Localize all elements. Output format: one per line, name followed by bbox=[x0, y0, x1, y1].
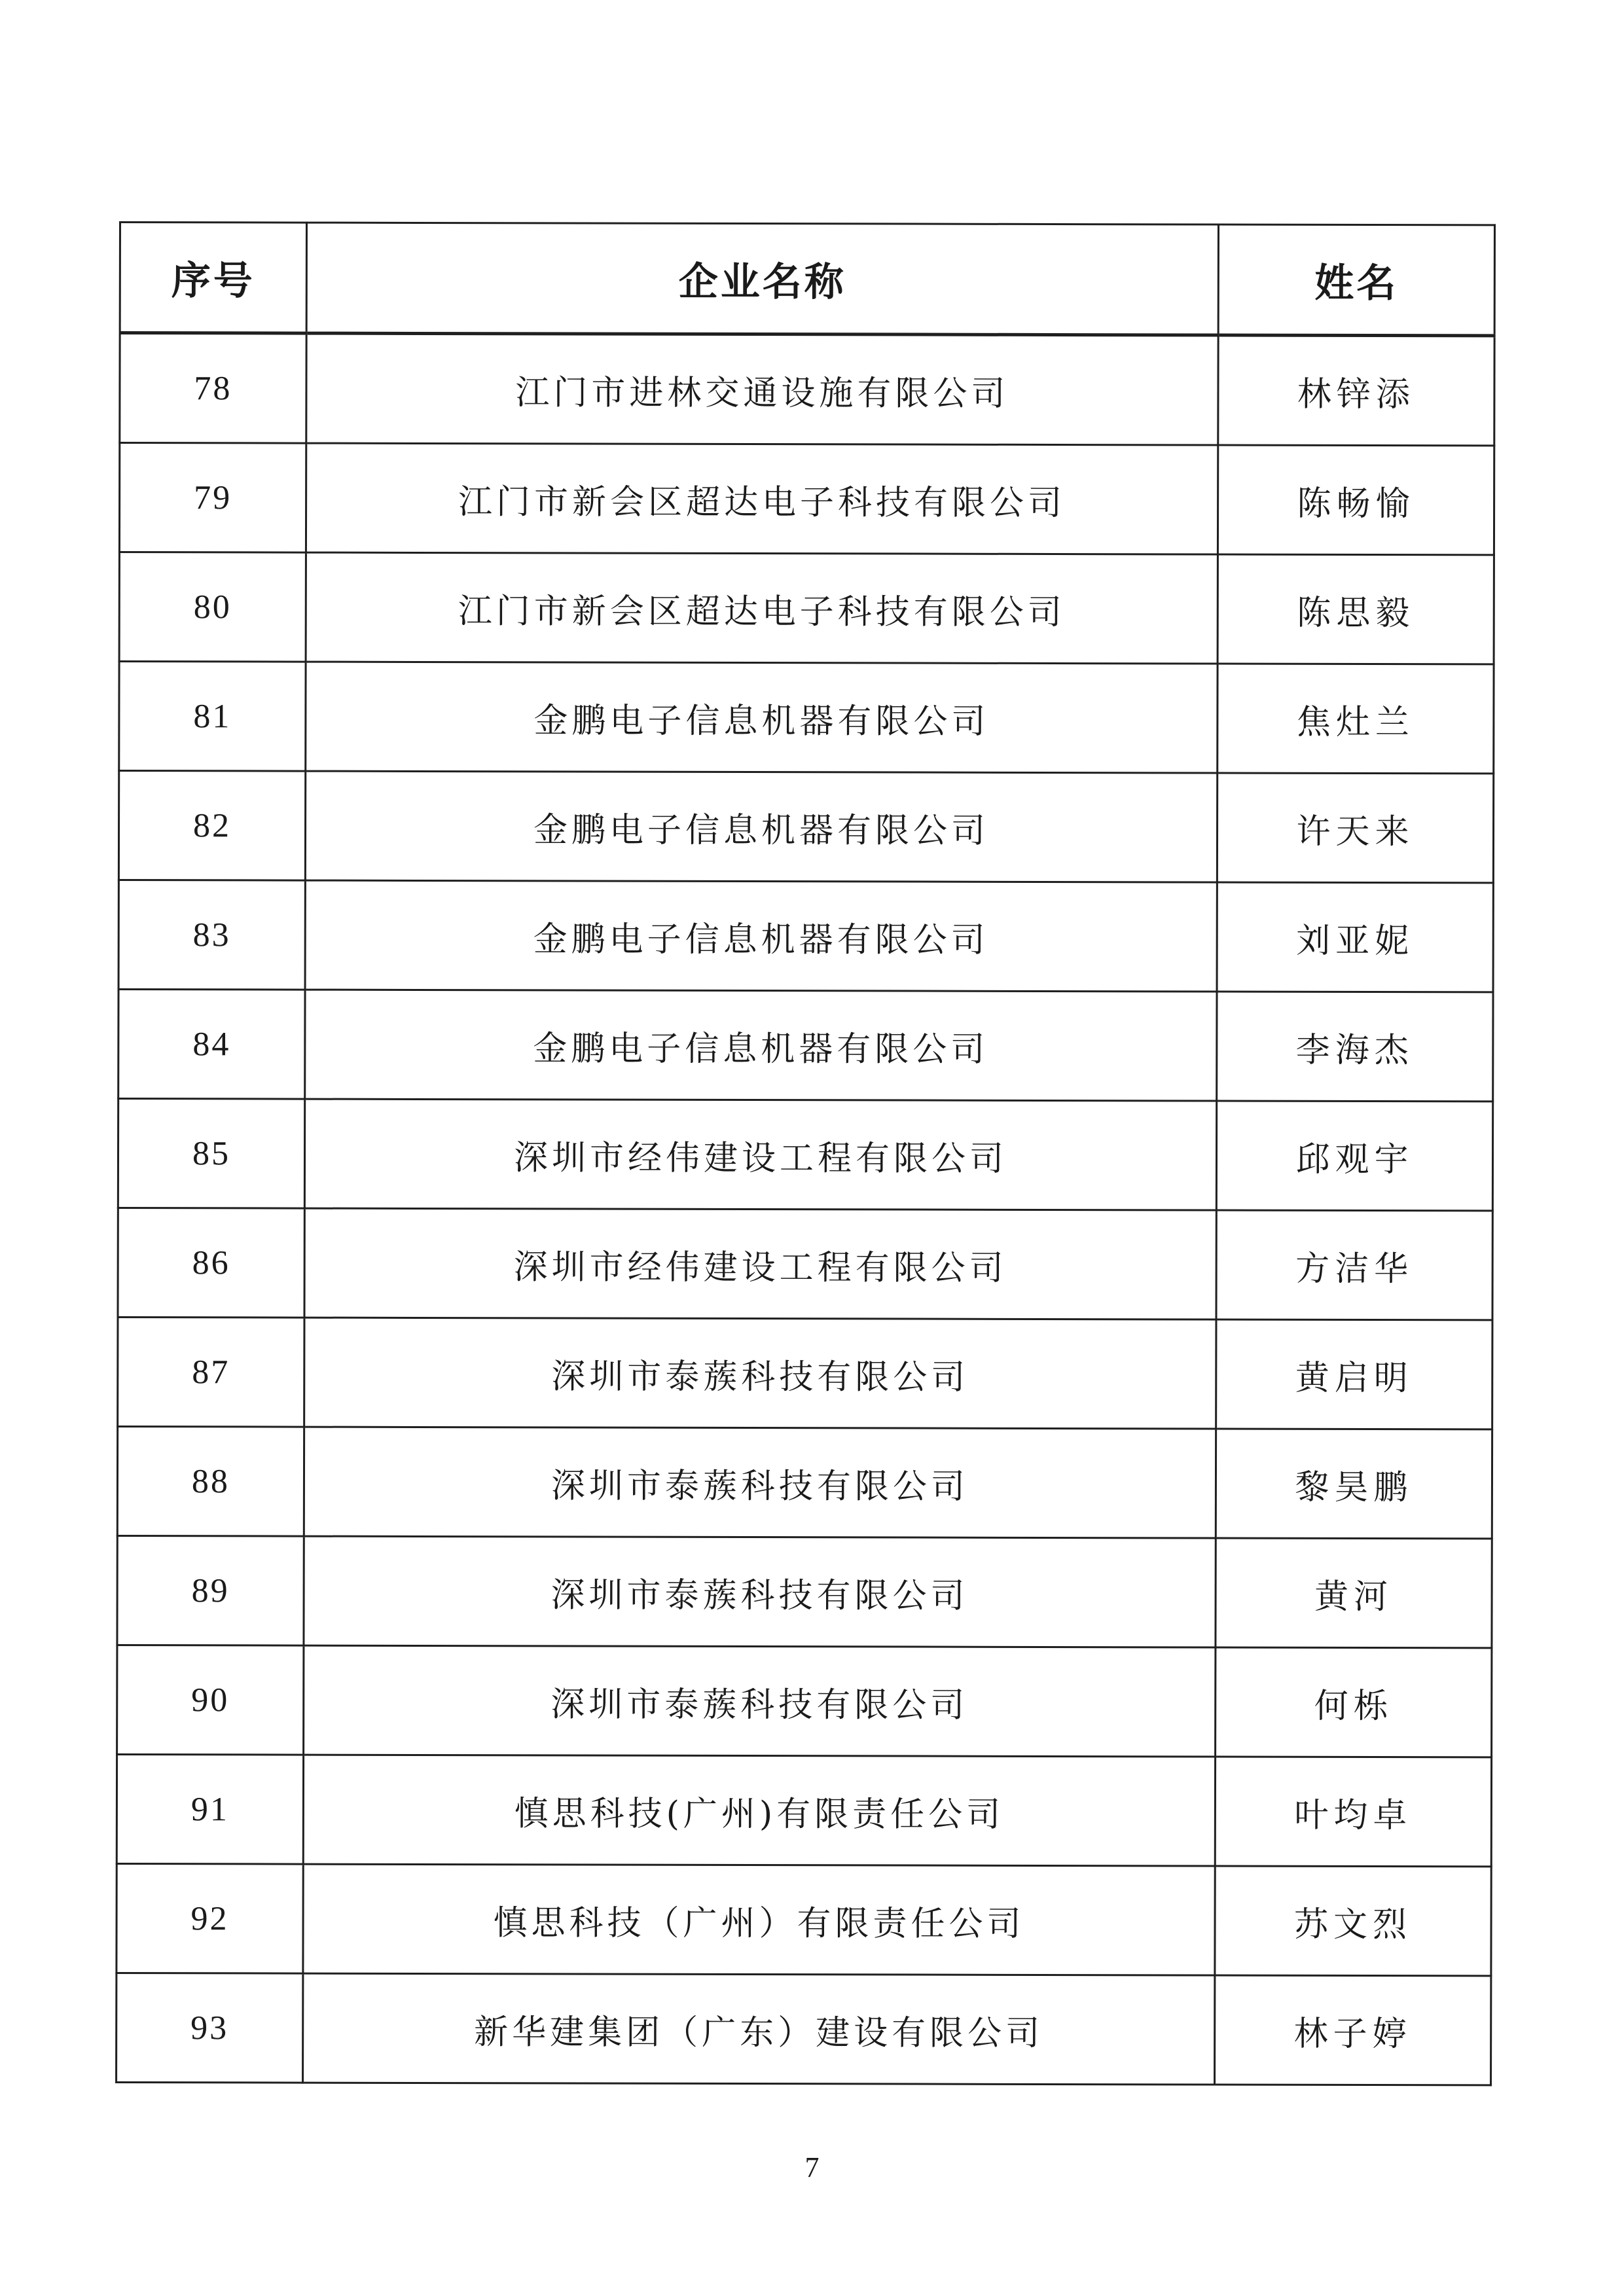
table-row bbox=[119, 552, 1494, 664]
company-name-cell: 慎思科技（广州）有限责任公司 bbox=[303, 1864, 1215, 1975]
table-row bbox=[119, 662, 1494, 774]
serial-number-cell: 89 bbox=[117, 1535, 304, 1645]
table-row bbox=[117, 1754, 1491, 1866]
person-name-cell: 刘亚妮 bbox=[1217, 882, 1493, 992]
person-name-cell: 邱观宇 bbox=[1216, 1101, 1492, 1211]
serial-number-cell: 88 bbox=[117, 1426, 304, 1536]
company-name-cell: 深圳市泰蔟科技有限公司 bbox=[304, 1318, 1216, 1429]
serial-number-cell: 79 bbox=[119, 443, 306, 553]
company-name-cell: 深圳市泰蔟科技有限公司 bbox=[304, 1536, 1216, 1647]
serial-number-cell: 80 bbox=[119, 552, 306, 662]
table-row bbox=[117, 1973, 1491, 2085]
company-name-cell: 金鹏电子信息机器有限公司 bbox=[306, 662, 1218, 773]
person-name-cell: 许天来 bbox=[1217, 773, 1493, 883]
table-row bbox=[119, 443, 1494, 555]
company-name-cell: 新华建集团（广东）建设有限公司 bbox=[303, 1973, 1215, 2085]
table-body bbox=[117, 333, 1495, 2085]
person-name-cell: 苏文烈 bbox=[1215, 1866, 1491, 1976]
company-name-cell: 深圳市经伟建设工程有限公司 bbox=[304, 1099, 1216, 1210]
table-header bbox=[120, 223, 1494, 336]
table-row bbox=[118, 771, 1493, 883]
serial-number-cell: 81 bbox=[119, 662, 306, 772]
person-name-cell: 焦灶兰 bbox=[1218, 664, 1494, 774]
serial-number-cell: 90 bbox=[117, 1645, 304, 1755]
company-name-cell: 慎思科技(广州)有限责任公司 bbox=[303, 1755, 1215, 1866]
person-name-cell: 黄启明 bbox=[1216, 1319, 1492, 1429]
serial-number-cell: 84 bbox=[118, 990, 305, 1100]
table-row bbox=[120, 333, 1494, 446]
serial-number-cell: 83 bbox=[118, 880, 305, 990]
table-row bbox=[117, 1535, 1492, 1647]
page-number: 7 bbox=[804, 2151, 820, 2183]
header-person-name: 姓名 bbox=[1218, 224, 1494, 336]
serial-number-cell: 92 bbox=[117, 1863, 303, 1973]
serial-number-cell: 78 bbox=[120, 333, 306, 444]
table-row bbox=[117, 1426, 1492, 1538]
serial-number-cell: 86 bbox=[118, 1208, 304, 1318]
company-name-cell: 金鹏电子信息机器有限公司 bbox=[305, 990, 1217, 1101]
serial-number-cell: 82 bbox=[118, 771, 305, 881]
company-name-cell: 金鹏电子信息机器有限公司 bbox=[305, 880, 1217, 992]
serial-number-cell: 91 bbox=[117, 1754, 303, 1864]
person-name-cell: 陈思毅 bbox=[1218, 554, 1494, 664]
person-name-cell: 何栎 bbox=[1216, 1647, 1492, 1757]
header-company-name: 企业名称 bbox=[306, 223, 1218, 335]
company-name-cell: 深圳市泰蔟科技有限公司 bbox=[304, 1427, 1216, 1538]
serial-number-cell: 87 bbox=[118, 1317, 304, 1427]
table-row bbox=[118, 1317, 1492, 1429]
company-name-cell: 深圳市泰蔟科技有限公司 bbox=[304, 1645, 1216, 1757]
person-name-cell: 林锌添 bbox=[1218, 335, 1494, 446]
company-name-cell: 深圳市经伟建设工程有限公司 bbox=[304, 1208, 1216, 1319]
company-name-cell: 江门市进林交通设施有限公司 bbox=[306, 333, 1218, 445]
company-name-cell: 金鹏电子信息机器有限公司 bbox=[305, 771, 1217, 882]
person-name-cell: 叶均卓 bbox=[1215, 1757, 1491, 1867]
table-row bbox=[118, 990, 1493, 1102]
company-name-cell: 江门市新会区超达电子科技有限公司 bbox=[306, 443, 1218, 554]
person-name-cell: 李海杰 bbox=[1217, 992, 1493, 1102]
table-row bbox=[118, 1208, 1492, 1319]
person-name-cell: 陈畅愉 bbox=[1218, 445, 1494, 555]
person-name-cell: 方洁华 bbox=[1216, 1210, 1492, 1320]
header-row bbox=[120, 223, 1494, 336]
serial-number-cell: 93 bbox=[117, 1973, 303, 2083]
table-row bbox=[117, 1645, 1492, 1757]
table-row bbox=[118, 880, 1493, 992]
roster-table bbox=[115, 221, 1496, 2086]
person-name-cell: 黎昊鹏 bbox=[1216, 1429, 1492, 1539]
table-row bbox=[117, 1863, 1491, 1975]
person-name-cell: 黄河 bbox=[1216, 1538, 1492, 1648]
company-name-cell: 江门市新会区超达电子科技有限公司 bbox=[306, 552, 1218, 664]
table-row bbox=[118, 1099, 1492, 1211]
person-name-cell: 林子婷 bbox=[1215, 1975, 1491, 2085]
header-serial-number: 序号 bbox=[120, 223, 306, 334]
serial-number-cell: 85 bbox=[118, 1099, 304, 1209]
